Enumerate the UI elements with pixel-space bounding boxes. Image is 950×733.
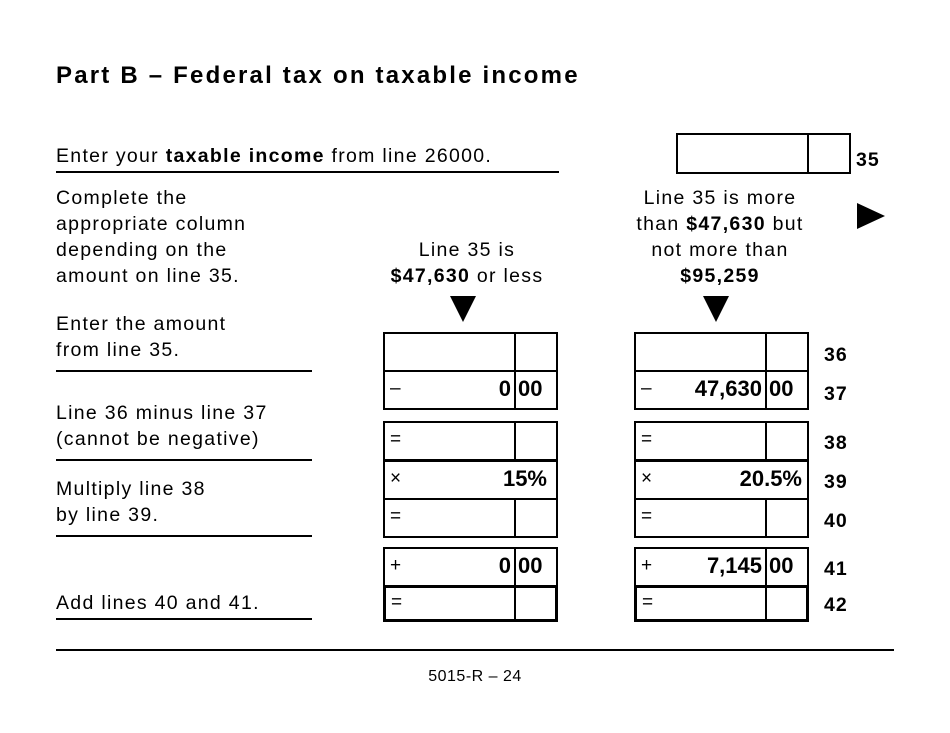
line-number-36: 36 xyxy=(824,344,848,366)
col2-header-line: not more than xyxy=(651,239,789,261)
line-number-35: 35 xyxy=(856,149,880,171)
line35-label-pre: Enter your xyxy=(56,145,166,167)
line-number-40: 40 xyxy=(824,510,848,532)
label-line: from line 35. xyxy=(56,339,181,361)
col1-line38-input[interactable] xyxy=(383,421,558,461)
col1-line42-input[interactable] xyxy=(383,585,558,622)
line38-label xyxy=(56,400,268,452)
line35-label-post: from line 26000. xyxy=(324,145,493,167)
col2-header-line: Line 35 is more xyxy=(643,187,797,209)
instructions-line: depending on the xyxy=(56,239,228,261)
col2-header-post: but xyxy=(765,213,804,235)
plus-sign: + xyxy=(390,555,402,576)
line-number-41: 41 xyxy=(824,558,848,580)
equals-sign: = xyxy=(641,429,653,450)
line35-label xyxy=(56,143,492,169)
line-number-37: 37 xyxy=(824,383,848,405)
col2-line37-cents: 00 xyxy=(769,376,794,401)
col2-header-bold: $47,630 xyxy=(686,213,766,235)
equals-sign: = xyxy=(642,592,654,613)
label-line: Multiply line 38 xyxy=(56,478,206,500)
col2-header xyxy=(600,185,840,289)
footer-rule xyxy=(56,649,894,651)
line35-label-bold: taxable income xyxy=(165,145,325,167)
col1-header-line xyxy=(367,263,567,289)
col1-line39-field xyxy=(383,460,558,500)
line40-rule xyxy=(56,535,312,537)
line40-label xyxy=(56,476,206,528)
cents-divider xyxy=(514,423,516,459)
label-line: (cannot be negative) xyxy=(56,428,260,450)
times-sign: × xyxy=(641,468,653,489)
col2-header-line xyxy=(600,211,840,237)
cents-divider xyxy=(514,500,516,536)
line42-rule xyxy=(56,618,312,620)
line-number-38: 38 xyxy=(824,432,848,454)
col2-header-pre: than xyxy=(636,213,687,235)
line36-label xyxy=(56,311,226,363)
times-sign: × xyxy=(390,468,402,489)
line35-input[interactable] xyxy=(676,133,851,174)
page-footer: 5015-R – 24 xyxy=(428,668,522,685)
arrow-down-icon xyxy=(450,296,476,322)
col1-line41-field xyxy=(383,547,558,587)
label-line: by line 39. xyxy=(56,504,160,526)
col2-line40-input[interactable] xyxy=(634,498,809,538)
arrow-down-icon xyxy=(703,296,729,322)
col2-line41-field xyxy=(634,547,809,587)
equals-sign: = xyxy=(390,506,402,527)
col2-line42-input[interactable] xyxy=(634,585,809,622)
cents-divider xyxy=(765,423,767,459)
col1-header-bold: $47,630 xyxy=(390,265,471,287)
col2-line38-input[interactable] xyxy=(634,421,809,461)
minus-sign: – xyxy=(390,378,401,399)
col1-line40-input[interactable] xyxy=(383,498,558,538)
cents-divider xyxy=(765,334,767,370)
col2-line37-field xyxy=(634,370,809,410)
col2-line39-rate: 20.5% xyxy=(739,466,802,491)
line42-label: Add lines 40 and 41. xyxy=(56,592,260,614)
equals-sign: = xyxy=(391,592,403,613)
col1-line37-amount: 0 xyxy=(498,376,511,401)
col1-line41-cents: 00 xyxy=(518,553,543,578)
line-number-42: 42 xyxy=(824,594,848,616)
col1-header-line: Line 35 is xyxy=(418,239,516,261)
equals-sign: = xyxy=(390,429,402,450)
label-line: Line 36 minus line 37 xyxy=(56,402,268,424)
cents-divider xyxy=(765,372,767,408)
instructions xyxy=(56,185,246,289)
col2-line37-amount: 47,630 xyxy=(694,376,762,401)
line38-rule xyxy=(56,459,312,461)
cents-divider xyxy=(514,372,516,408)
arrow-right-icon xyxy=(857,203,885,229)
label-line: Enter the amount xyxy=(56,313,227,335)
col1-header-post: or less xyxy=(470,265,544,287)
col2-header-bold: $95,259 xyxy=(680,265,760,287)
cents-divider xyxy=(514,588,516,619)
plus-sign: + xyxy=(641,555,653,576)
cents-divider xyxy=(514,334,516,370)
cents-divider xyxy=(807,135,809,172)
cents-divider xyxy=(765,588,767,619)
line-number-39: 39 xyxy=(824,471,848,493)
col1-header xyxy=(367,237,567,289)
col1-line37-field xyxy=(383,370,558,410)
line35-rule xyxy=(56,171,559,173)
col1-line37-cents: 00 xyxy=(518,376,543,401)
instructions-line: appropriate column xyxy=(56,213,247,235)
col2-line36-input[interactable] xyxy=(634,332,809,372)
cents-divider xyxy=(765,549,767,585)
minus-sign: – xyxy=(641,378,652,399)
col2-header-line xyxy=(600,263,840,289)
cents-divider xyxy=(514,549,516,585)
instructions-line: Complete the xyxy=(56,187,188,209)
col1-line39-rate: 15% xyxy=(502,466,547,491)
line36-rule xyxy=(56,370,312,372)
col2-line39-field xyxy=(634,460,809,500)
col1-line41-amount: 0 xyxy=(498,553,511,578)
page-title: Part B – Federal tax on taxable income xyxy=(56,62,580,89)
col1-line36-input[interactable] xyxy=(383,332,558,372)
equals-sign: = xyxy=(641,506,653,527)
col2-line41-amount: 7,145 xyxy=(706,553,762,578)
instructions-line: amount on line 35. xyxy=(56,265,240,287)
cents-divider xyxy=(765,500,767,536)
col2-line41-cents: 00 xyxy=(769,553,794,578)
